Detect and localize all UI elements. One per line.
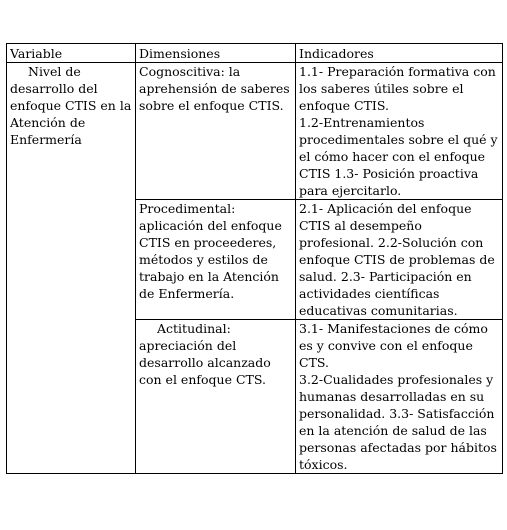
header-dimensiones: Dimensiones	[136, 44, 296, 63]
header-indicadores: Indicadores	[296, 44, 503, 63]
indicators-procedimental: 2.1- Aplicación del enfoque CTIS al desempeño profesional. 2.2-Solución con enfoque CTIS de problemas de salud. 2.3- Participación en actividades científicas educativas comunitarias.	[299, 201, 495, 318]
dimension-cell	[136, 200, 296, 320]
dimension-cell	[136, 320, 296, 474]
dimension-actitudinal: Actitudinal: apreciación del desarrollo alcanzado con el enfoque CTS.	[139, 321, 271, 387]
header-variable: Variable	[7, 44, 136, 63]
indicators-actitudinal: 3.1- Manifestaciones de cómo es y convive con el enfoque CTS. 3.2-Cualidades profesionales y humanas desarrolladas en su personalidad. 3.3- Satisfacción en la atención de salud de las personas afectadas por hábitos tóxicos.	[299, 321, 497, 472]
dimension-cognoscitiva: Cognoscitiva: la aprehensión de saberes sobre el enfoque CTIS.	[139, 64, 290, 113]
indicators-cell	[296, 320, 503, 474]
indicators-cell	[296, 63, 503, 200]
dimension-cell	[136, 63, 296, 200]
variable-cell	[7, 63, 136, 474]
indicators-cognoscitiva: 1.1- Preparación formativa con los saberes útiles sobre el enfoque CTIS. 1.2-Entrenamientos procedimentales sobre el qué y el cómo hacer con el enfoque CTIS 1.3- Posición proactiva para ejercitarlo.	[299, 64, 498, 198]
indicators-cell	[296, 200, 503, 320]
table-header-row	[7, 44, 503, 63]
variable-text: Nivel de desarrollo del enfoque CTIS en la Atención de Enfermería	[10, 64, 132, 147]
variables-table	[6, 43, 503, 474]
table-row	[7, 63, 503, 200]
dimension-procedimental: Procedimental: aplicación del enfoque CTIS en proceederes, métodos y estilos de trabajo en la Atención de Enfermería.	[139, 201, 282, 301]
